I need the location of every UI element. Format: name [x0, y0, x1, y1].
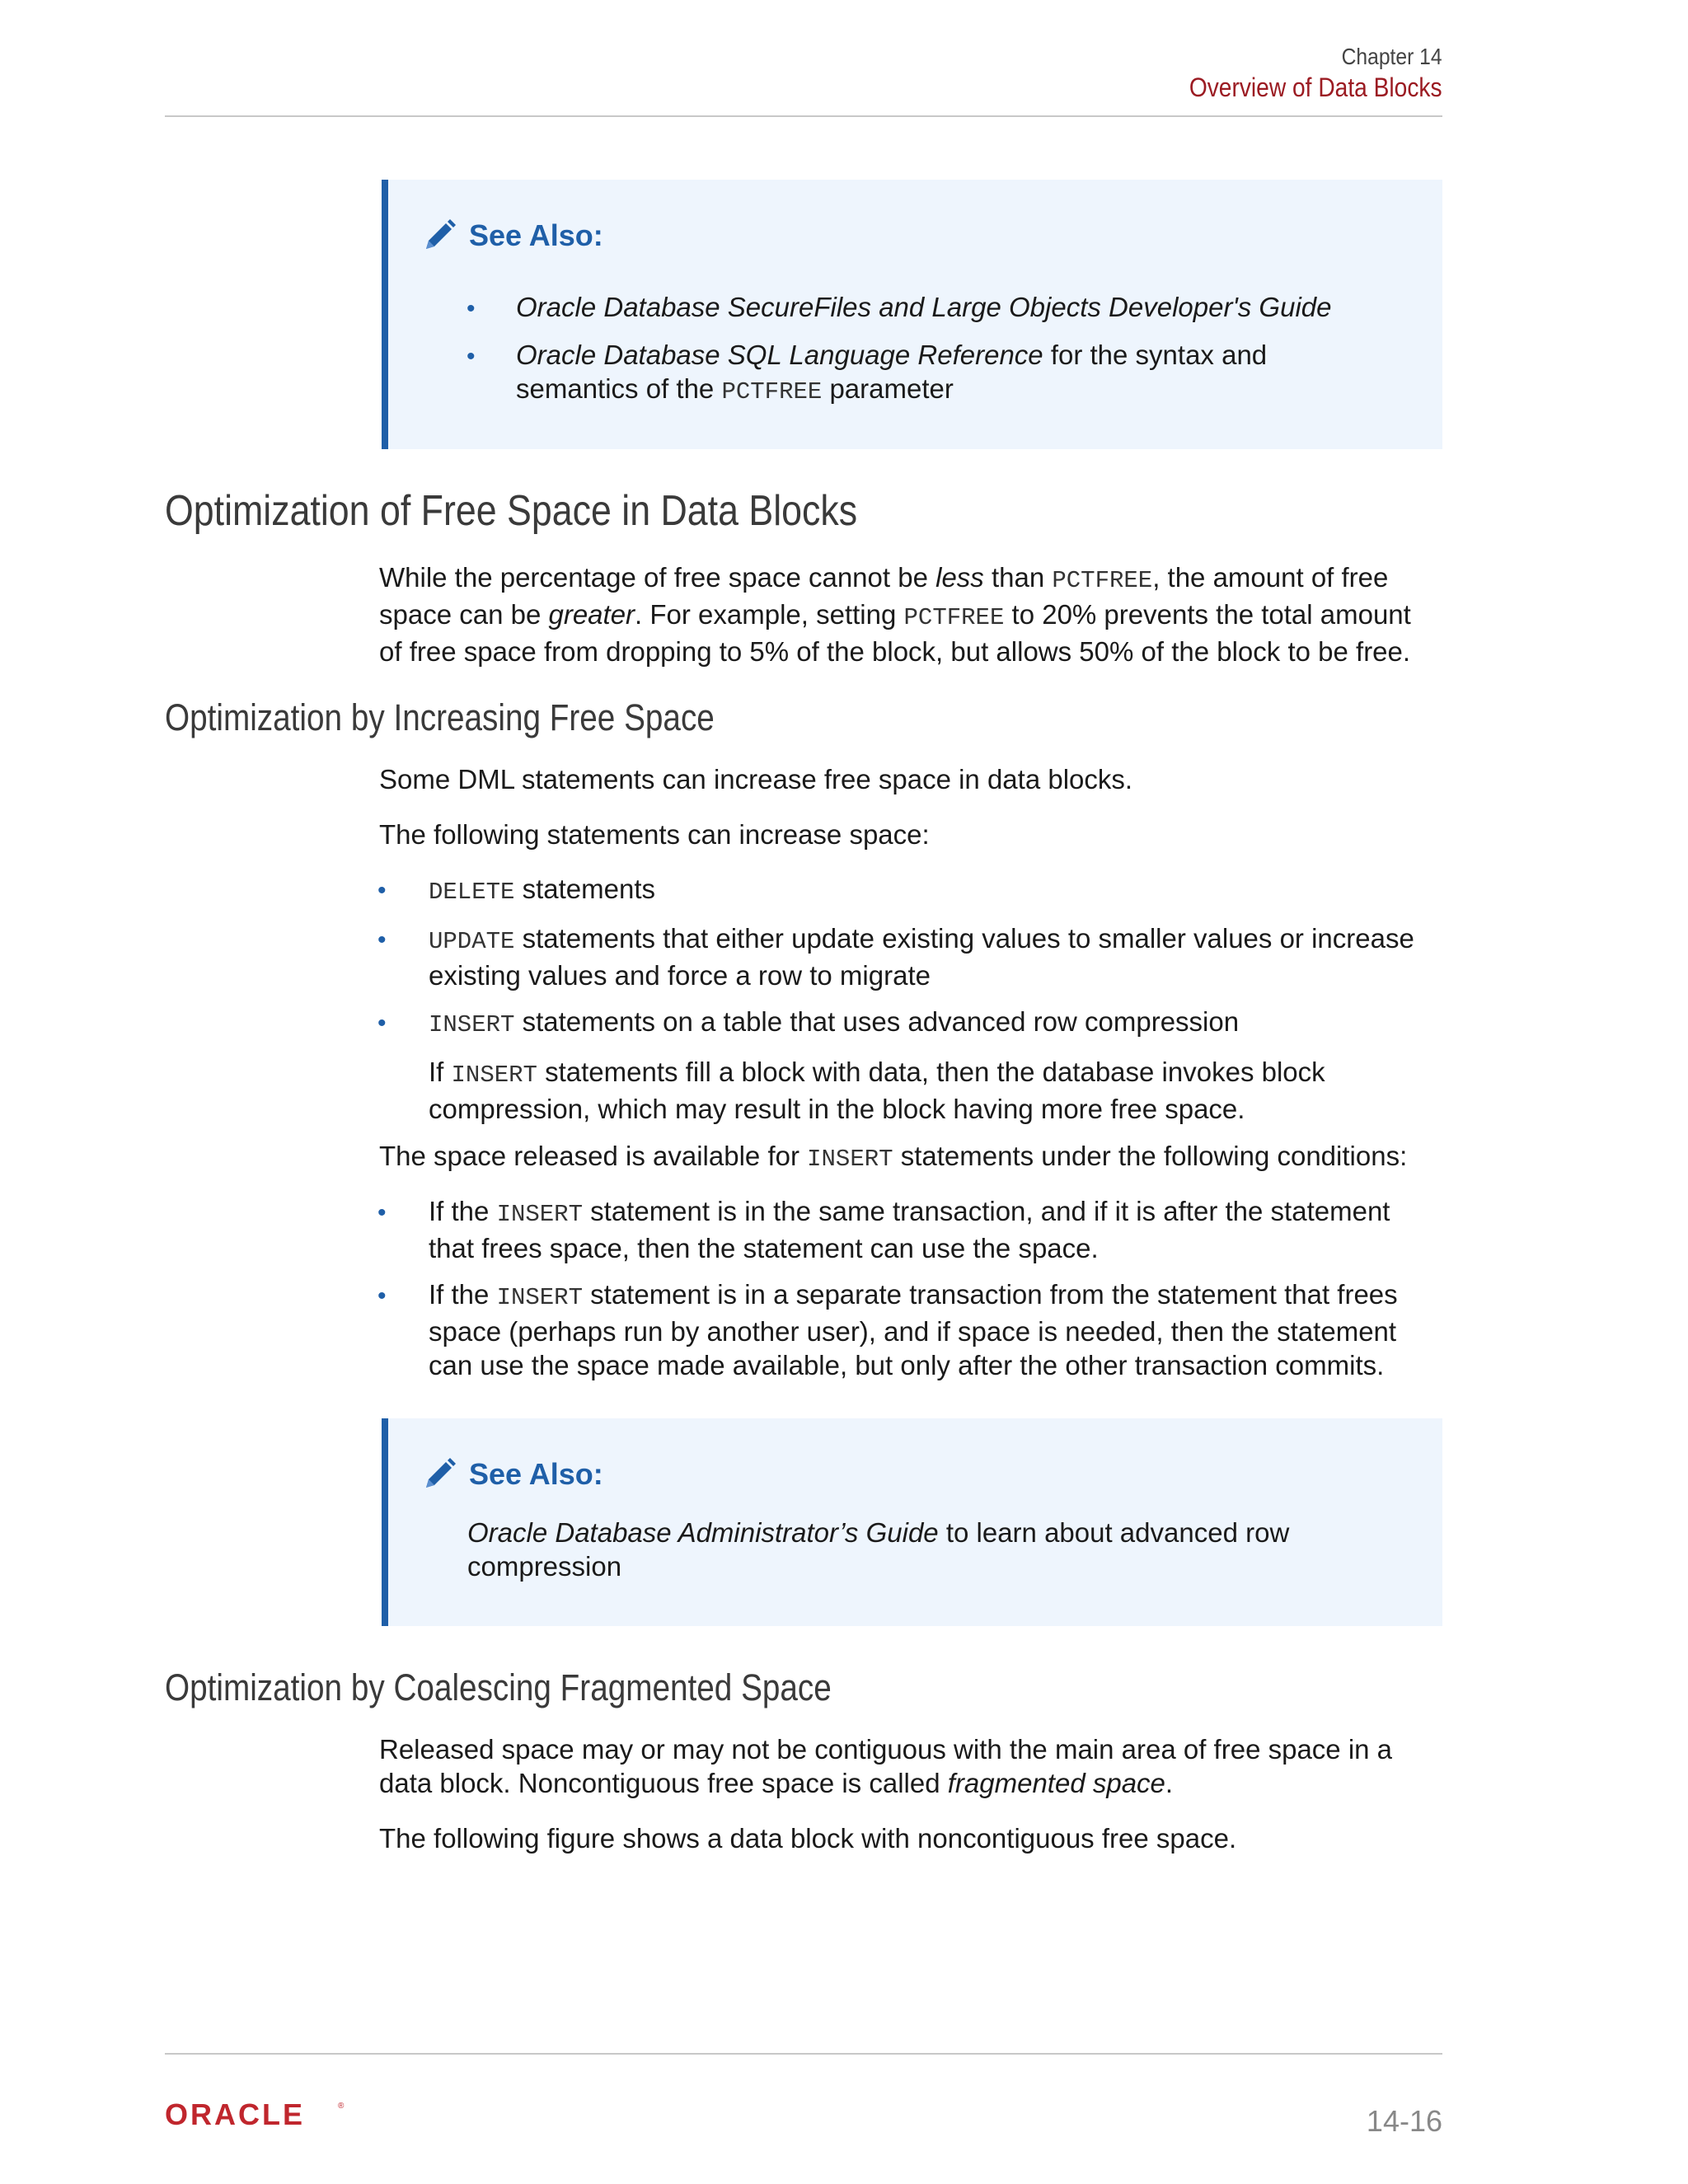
code: INSERT: [429, 1011, 515, 1038]
text: If the: [429, 1279, 497, 1310]
text: can use the space made available, but only after the other transaction commits.: [429, 1350, 1385, 1380]
footer-divider: [165, 2053, 1442, 2055]
logo-text: ORACLE: [165, 2100, 305, 2130]
code: INSERT: [807, 1146, 893, 1173]
text: statement is in a separate transaction from the statement that frees: [582, 1279, 1398, 1310]
oracle-logo: [165, 2100, 346, 2134]
list-item: [429, 1194, 1390, 1265]
text: existing values and force a row to migrate: [429, 960, 931, 991]
text: statements under the following conditions:: [893, 1141, 1408, 1171]
text: parameter: [822, 373, 954, 404]
text: to learn about advanced row: [938, 1517, 1290, 1548]
list-item: [429, 1005, 1239, 1042]
bullet: •: [377, 877, 387, 904]
text: compression, which may result in the block having more free space.: [429, 1094, 1245, 1124]
list-item: [516, 338, 1267, 409]
link-title[interactable]: Oracle Database SecureFiles and Large Objects Developer's Guide: [516, 292, 1332, 322]
text: Released space may or may not be contiguous with the main area of free space in a: [379, 1734, 1393, 1765]
text: statements that either update existing values to smaller values or increase: [514, 923, 1414, 954]
paragraph: [379, 1732, 1392, 1800]
code: INSERT: [496, 1284, 583, 1311]
page-header: [1155, 43, 1442, 104]
text: If the: [429, 1196, 497, 1226]
list-item-detail: [429, 1055, 1325, 1126]
text: compression: [467, 1551, 622, 1582]
note-heading: [421, 1456, 603, 1493]
pencil-icon: [421, 218, 457, 254]
paragraph: [379, 1139, 1407, 1176]
chapter-label: Chapter 14: [1342, 44, 1442, 69]
bullet: •: [377, 926, 387, 954]
code: PCTFREE: [721, 378, 823, 405]
header-divider: [165, 115, 1442, 117]
bullet: •: [467, 295, 476, 322]
see-also-box-2: [382, 1418, 1442, 1626]
text: If: [429, 1057, 452, 1087]
bullet: •: [377, 1010, 387, 1037]
text: space can be: [379, 599, 549, 630]
page-number: 14-16: [1366, 2104, 1442, 2138]
emphasis: fragmented space: [947, 1768, 1165, 1798]
text: than: [983, 562, 1053, 593]
bullet: •: [467, 343, 476, 370]
note-title: See Also:: [469, 1457, 603, 1491]
subsection-heading: Optimization by Increasing Free Space: [165, 696, 715, 738]
text: While the percentage of free space cannot be: [379, 562, 936, 593]
svg-text:®: ®: [338, 2102, 345, 2111]
code: PCTFREE: [903, 604, 1005, 631]
link-title[interactable]: Oracle Database SQL Language Reference: [516, 340, 1043, 370]
bullet: •: [377, 1282, 387, 1310]
list-item: [429, 1277, 1398, 1382]
text: that frees space, then the statement can use the space.: [429, 1233, 1099, 1263]
text: statements fill a block with data, then the database invokes block: [537, 1057, 1325, 1087]
code: UPDATE: [429, 928, 515, 955]
code: DELETE: [429, 879, 515, 906]
text: semantics of the: [516, 373, 722, 404]
text: for the syntax and: [1043, 340, 1268, 370]
text: space (perhaps run by another user), and if space is needed, then the statement: [429, 1316, 1397, 1347]
see-also-box-1: [382, 180, 1442, 449]
paragraph: The following statements can increase space:: [379, 819, 930, 850]
note-body: [467, 1516, 1289, 1583]
link-title[interactable]: Oracle Database Administrator’s Guide: [467, 1517, 939, 1548]
text: The space released is available for: [379, 1141, 808, 1171]
subsection-heading: Optimization by Coalescing Fragmented Space: [165, 1666, 832, 1708]
emphasis: greater: [548, 599, 635, 630]
paragraph: [379, 560, 1411, 668]
text: . For example, setting: [635, 599, 904, 630]
list-item: [429, 921, 1414, 992]
text: to 20% prevents the total amount: [1004, 599, 1411, 630]
emphasis: less: [935, 562, 984, 593]
text: statement is in the same transaction, and if it is after the statement: [582, 1196, 1390, 1226]
list-item: [429, 872, 655, 909]
section-title: Overview of Data Blocks: [1189, 73, 1442, 102]
code: INSERT: [496, 1201, 583, 1228]
text: .: [1165, 1768, 1174, 1798]
section-heading: Optimization of Free Space in Data Blocks: [165, 487, 858, 535]
note-heading: [421, 218, 603, 254]
paragraph: The following figure shows a data block with noncontiguous free space.: [379, 1823, 1237, 1854]
paragraph: Some DML statements can increase free space in data blocks.: [379, 764, 1133, 794]
pencil-icon: [421, 1456, 457, 1493]
bullet: •: [377, 1199, 387, 1226]
note-title: See Also:: [469, 218, 603, 252]
code: PCTFREE: [1052, 567, 1153, 594]
text: data block. Noncontiguous free space is called: [379, 1768, 948, 1798]
text: statements on a table that uses advanced row compression: [514, 1006, 1240, 1037]
list-item: [516, 290, 1331, 324]
text: , the amount of free: [1152, 562, 1389, 593]
code: INSERT: [451, 1062, 537, 1089]
text: of free space from dropping to 5% of the block, but allows 50% of the block to be free.: [379, 636, 1411, 667]
text: statements: [514, 874, 655, 904]
